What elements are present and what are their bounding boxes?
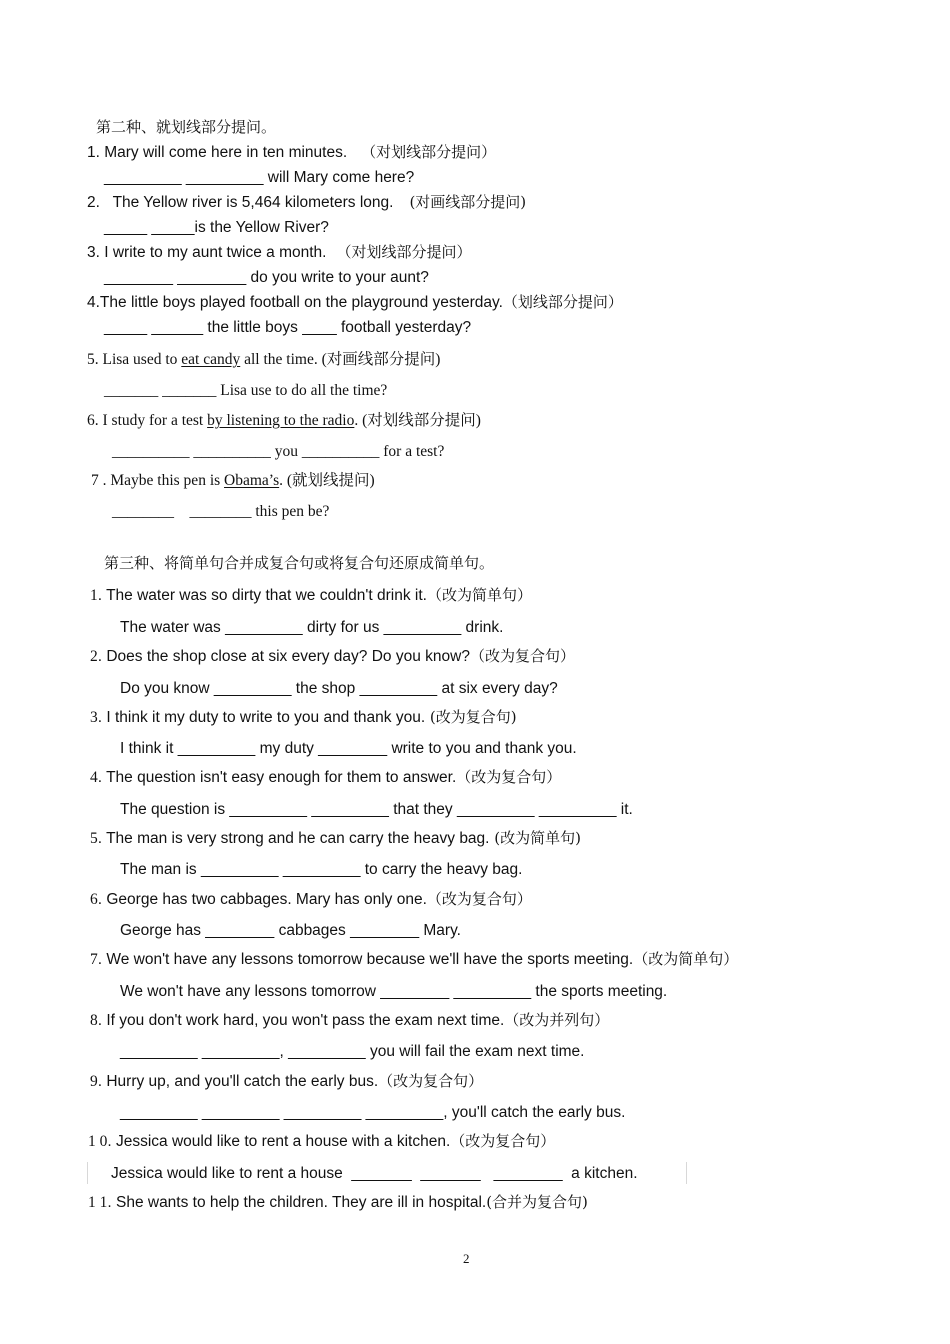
rewrite-question-text: . Hurry up, and you'll catch the early bus. <box>97 1073 379 1090</box>
rewrite-question-hint: （改为复合句） <box>378 1072 484 1090</box>
rewrite-question-number: 5 <box>90 830 98 847</box>
question-7-underlined: Obama’s <box>224 472 280 489</box>
rewrite-answer-5: The man is _________ _________ to carry the heavy bag. <box>120 861 523 878</box>
rewrite-answer-4: The question is _________ _________ that they _________ _________ it. <box>120 801 633 818</box>
question-6-underlined: by listening to the radio <box>207 412 355 429</box>
rewrite-question-number: 4 <box>90 769 98 786</box>
rewrite-question-hint: （改为复合句） <box>450 1132 556 1150</box>
rewrite-answer-3: I think it _________ my duty ________ write to you and thank you. <box>120 740 577 757</box>
rewrite-question-number: 7 <box>90 951 98 968</box>
question-7-post: . (就划线提问) <box>279 472 375 489</box>
rewrite-question-hint: （改为复合句） <box>456 768 562 786</box>
rewrite-answer-2: Do you know _________ the shop _________ at six every day? <box>120 680 558 697</box>
rewrite-question-text: . If you don't work hard, you won't pass the exam next time. <box>97 1012 505 1029</box>
rewrite-question-text: . Does the shop close at six every day? Do you know? <box>97 648 470 665</box>
question-3 <box>87 245 472 261</box>
answer-7: ________ ________ this pen be? <box>112 503 330 520</box>
question-6-pre: 6. I study for a test <box>87 412 208 429</box>
rewrite-question-text: . Jessica would like to rent a house with a kitchen. <box>107 1133 451 1150</box>
question-7 <box>91 473 375 489</box>
question-3-text: 3. I write to my aunt twice a month. <box>87 244 327 261</box>
rewrite-question-10 <box>88 1134 555 1150</box>
rewrite-question-hint: （改为简单句） <box>426 586 532 604</box>
question-1-hint: （对划线部分提问） <box>361 143 497 161</box>
answer-3: ________ ________ do you write to your aunt? <box>104 269 429 286</box>
rewrite-question-hint: (合并为复合句) <box>486 1193 588 1211</box>
rewrite-question-text: . The question isn't easy enough for them to answer. <box>97 769 457 786</box>
question-5-underlined: eat candy <box>181 351 241 368</box>
rewrite-question-number: 9 <box>90 1073 98 1090</box>
margin-line-left <box>87 1162 88 1184</box>
rewrite-question-1 <box>90 588 532 604</box>
rewrite-question-6 <box>90 892 532 908</box>
question-1 <box>87 145 496 161</box>
rewrite-question-7 <box>90 952 738 968</box>
rewrite-question-number: 1 0 <box>88 1133 108 1150</box>
question-2 <box>87 195 526 211</box>
section2-heading: 第二种、就划线部分提问。 <box>96 118 277 136</box>
rewrite-question-hint: (改为复合句) <box>425 708 517 726</box>
question-3-hint: （对划线部分提问） <box>336 243 472 261</box>
rewrite-question-text: . The water was so dirty that we couldn't drink it. <box>97 587 427 604</box>
rewrite-question-8 <box>90 1013 609 1029</box>
rewrite-question-number: 8 <box>90 1012 98 1029</box>
answer-5: _______ _______ Lisa use to do all the time? <box>104 382 388 399</box>
rewrite-answer-10: Jessica would like to rent a house _______ _______ ________ a kitchen. <box>111 1165 638 1182</box>
rewrite-question-number: 3 <box>90 709 98 726</box>
rewrite-question-hint: （改为并列句） <box>504 1011 610 1029</box>
rewrite-answer-9: _________ _________ _________ _________, you'll catch the early bus. <box>120 1104 626 1121</box>
rewrite-question-text: . I think it my duty to write to you and thank you. <box>97 709 426 726</box>
question-4-hint: （划线部分提问） <box>502 293 623 311</box>
rewrite-question-11 <box>88 1195 588 1211</box>
rewrite-question-hint: (改为简单句) <box>489 829 581 847</box>
rewrite-question-9 <box>90 1074 483 1090</box>
rewrite-answer-8: _________ _________, _________ you will fail the exam next time. <box>120 1043 585 1060</box>
rewrite-question-text: . She wants to help the children. They are ill in hospital. <box>107 1194 487 1211</box>
question-7-pre: 7 . Maybe this pen is <box>91 472 225 489</box>
question-5 <box>87 352 440 368</box>
answer-4: _____ ______ the little boys ____ football yesterday? <box>104 319 472 336</box>
rewrite-question-text: . We won't have any lessons tomorrow because we'll have the sports meeting. <box>97 951 634 968</box>
question-6 <box>87 413 481 429</box>
rewrite-answer-1: The water was _________ dirty for us _________ drink. <box>120 619 504 636</box>
rewrite-question-2 <box>90 649 575 665</box>
rewrite-question-text: . George has two cabbages. Mary has only one. <box>97 891 427 908</box>
question-1-text: 1. Mary will come here in ten minutes. <box>87 144 348 161</box>
rewrite-question-number: 2 <box>90 648 98 665</box>
question-4-text: 4.The little boys played football on the playground yesterday. <box>87 294 503 311</box>
rewrite-question-number: 6 <box>90 891 98 908</box>
rewrite-question-text: . The man is very strong and he can carry the heavy bag. <box>97 830 490 847</box>
question-2-hint: (对画线部分提问) <box>409 193 527 211</box>
answer-1: _________ _________ will Mary come here? <box>104 169 415 186</box>
question-5-pre: 5. Lisa used to <box>87 351 182 368</box>
margin-line-right <box>686 1162 687 1184</box>
section3-heading: 第三种、将简单句合并成复合句或将复合句还原成简单句。 <box>104 554 495 572</box>
rewrite-question-4 <box>90 770 561 786</box>
page-number: 2 <box>463 1251 470 1266</box>
question-5-post: all the time. (对画线部分提问) <box>240 351 441 368</box>
rewrite-question-hint: （改为复合句） <box>469 647 575 665</box>
rewrite-answer-7: We won't have any lessons tomorrow ________ _________ the sports meeting. <box>120 983 668 1000</box>
question-6-post: . (对划线部分提问) <box>354 412 481 429</box>
answer-6: __________ __________ you __________ for a test? <box>112 443 445 460</box>
rewrite-question-hint: （改为复合句） <box>426 890 532 908</box>
question-2-text: 2. The Yellow river is 5,464 kilometers long. <box>87 194 394 211</box>
answer-2: _____ _____is the Yellow River? <box>104 219 329 236</box>
rewrite-question-3 <box>90 710 517 726</box>
rewrite-question-number: 1 1 <box>88 1194 108 1211</box>
rewrite-question-number: 1 <box>90 587 98 604</box>
rewrite-answer-6: George has ________ cabbages ________ Mary. <box>120 922 461 939</box>
question-4 <box>87 295 623 311</box>
rewrite-question-hint: （改为简单句） <box>633 950 739 968</box>
rewrite-question-5 <box>90 831 581 847</box>
